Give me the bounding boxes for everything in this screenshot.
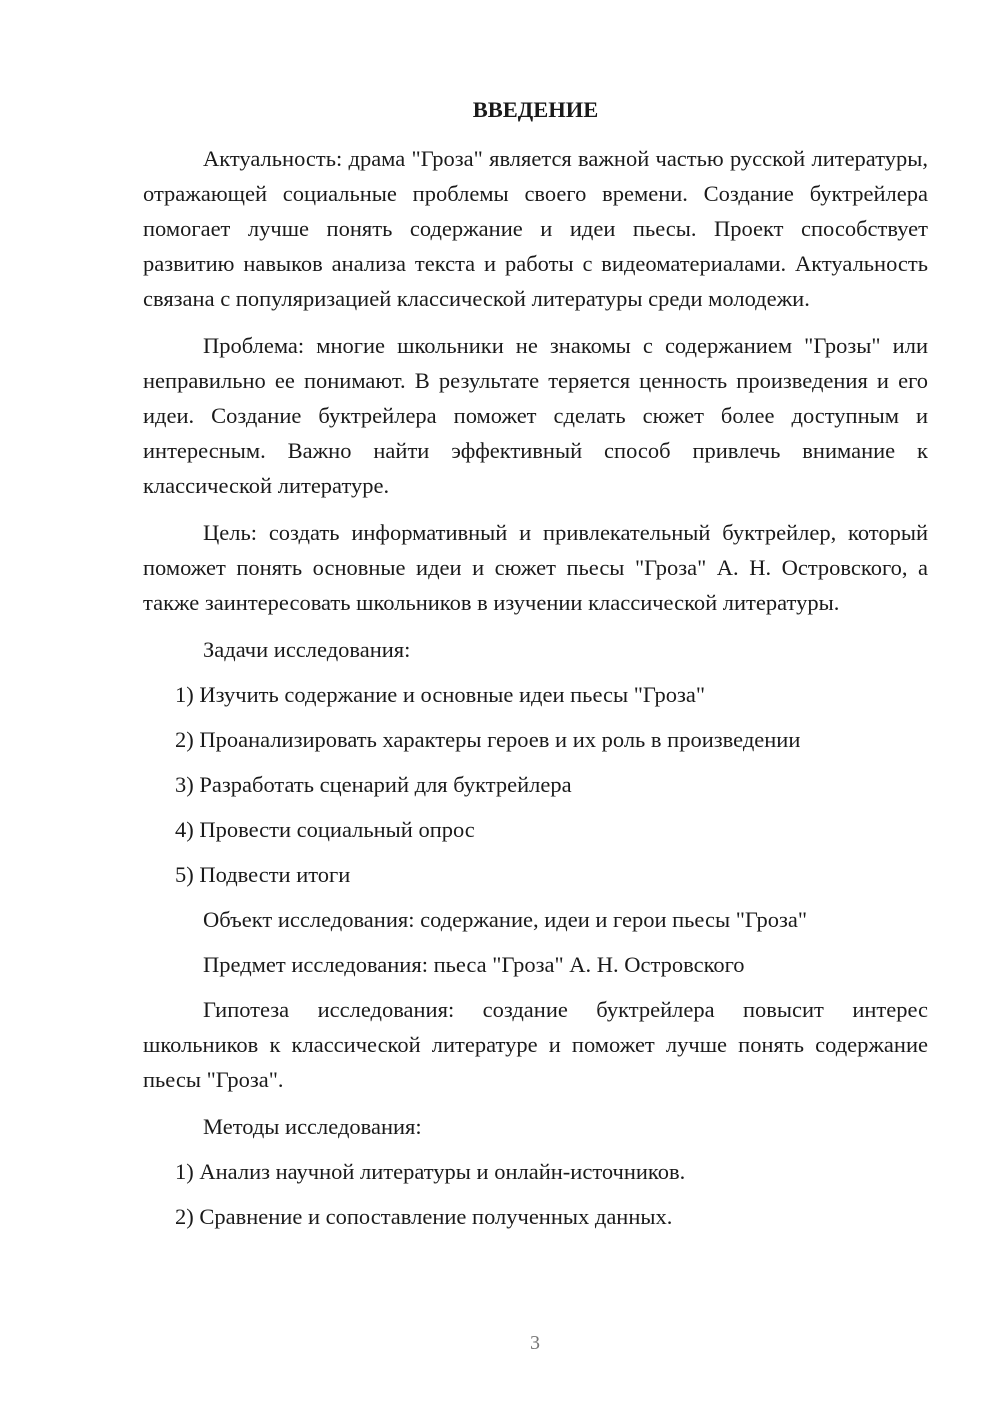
tasks-list: [143, 677, 928, 892]
list-item: 2) Сравнение и сопоставление полученных данных.: [175, 1204, 673, 1229]
subject-statement: Предмет исследования: пьеса "Гроза" А. Н. Островского: [203, 952, 745, 977]
list-item: 3) Разработать сценарий для буктрейлера: [175, 772, 572, 797]
list-item: 4) Провести социальный опрос: [175, 817, 475, 842]
list-item: 2) Проанализировать характеры героев и их роль в произведении: [175, 727, 801, 752]
hypothesis-paragraph: Гипотеза исследования: создание буктрейлера повысит интерес школьников к классической литературе и поможет лучше понять содержание пьесы "Гроза".: [143, 997, 928, 1092]
problem-paragraph: Проблема: многие школьники не знакомы с содержанием "Грозы" или неправильно ее понимают. В результате теряется ценность произведения и его идеи. Создание буктрейлера поможет сделать сюжет более доступным и интересным. Важно найти эффективный способ привлечь внимание к классической литературе.: [143, 333, 928, 498]
methods-list: [143, 1154, 928, 1234]
page-number: 3: [530, 1332, 540, 1354]
list-item: 1) Изучить содержание и основные идеи пьесы "Гроза": [175, 682, 706, 707]
document-page: [143, 92, 928, 1244]
methods-label: Методы исследования:: [203, 1114, 422, 1139]
list-item: 1) Анализ научной литературы и онлайн-источников.: [175, 1159, 686, 1184]
goal-paragraph: Цель: создать информативный и привлекательный буктрейлер, который поможет понять основные идеи и сюжет пьесы "Гроза" А. Н. Островского, а также заинтересовать школьников в изучении классической литературы.: [143, 520, 928, 615]
list-item: 5) Подвести итоги: [175, 862, 351, 887]
tasks-label: Задачи исследования:: [203, 637, 411, 662]
object-statement: Объект исследования: содержание, идеи и герои пьесы "Гроза": [203, 907, 808, 932]
relevance-paragraph: Актуальность: драма "Гроза" является важной частью русской литературы, отражающей социальные проблемы своего времени. Создание буктрейлера помогает лучше понять содержание и идеи пьесы. Проект способствует развитию навыков анализа текста и работы с видеоматериалами. Актуальность связана с популяризацией классической литературы среди молодежи.: [143, 146, 928, 311]
page-title: ВВЕДЕНИЕ: [472, 97, 599, 122]
